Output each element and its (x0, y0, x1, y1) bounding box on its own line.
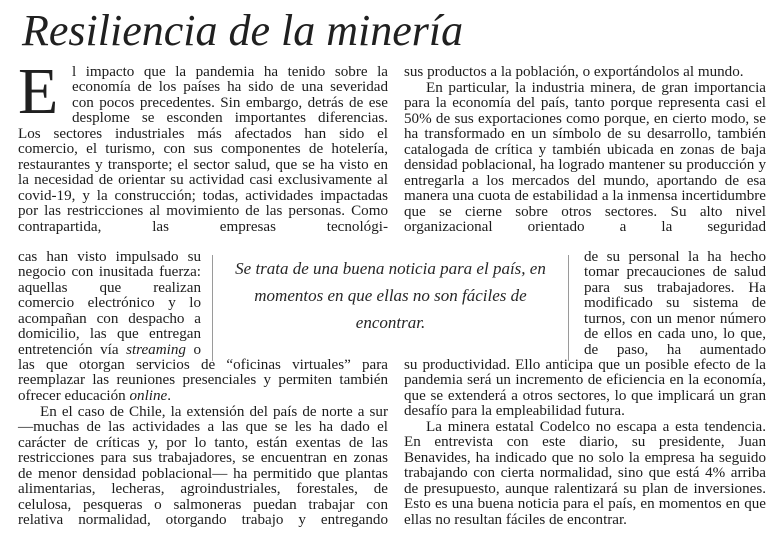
body-paragraph-3-start: sus productos a la población, o exportándolos al mundo. (404, 64, 744, 80)
body-paragraph-2: En el caso de Chile, la extensión del país de norte a sur —muchas de las actividades a las que se les ha dado el carácter de críticas y, por lo tanto, están exentas de las restricciones para sus trabajadores, se encuentran en zonas de menor densidad poblacional— ha permitido que plantas alimentarias, lecheras, agroindustriales, forestales, de celulosa, pesqueras o salmoneras puedan trabajar con relativa normalidad, otorgando trabajo y entregando (18, 404, 388, 529)
tail-period: . (167, 387, 171, 404)
body-paragraph-1-tail (18, 358, 388, 404)
streaming-term: streaming (126, 341, 186, 358)
body-paragraph-1: Los sectores industriales más afectados han sido el comercio, el turismo, con sus componentes de hotelería, restaurantes y transporte; el sector salud, que se ha visto en la necesidad de orientar su actividad casi exclusivamente al covid-19, y la construcción; todas, actividades impactadas por las restricciones al movimiento de las personas. Como contrapartida, las empresas tecnológi- (18, 126, 388, 235)
pull-quote (212, 255, 569, 361)
lead-paragraph: l impacto que la pandemia ha tenido sobre la economía de los países ha sido de una severidad con pocos precedentes. Sin embargo, detrás de ese desplome se esconden importantes diferencias. (72, 64, 388, 127)
drop-cap: E (18, 55, 59, 128)
body-paragraph-3-tail: su productividad. Ello anticipa que un posible efecto de la pandemia será un incremento de eficiencia en la economía, que se extenderá a otros sectores, lo que implicará un gran desafío para la empleabilidad futura. (404, 357, 766, 420)
wrap-text-end: o (193, 341, 201, 358)
online-term: online (129, 387, 168, 404)
wrap-text: cas han visto impulsado su negocio con inusitada fuerza: aquellas que realizan comercio electrónico y lo acompañan con despacho a domicilio, las que entregan entretención vía (18, 249, 201, 358)
body-paragraph-1-wrap (18, 250, 201, 358)
body-paragraph-3-wrap: de su personal la ha hecho tomar precauciones de salud para sus trabajadores. Ha modificado su sistema de turnos, con un menor número de ellos en cada uno, lo que, de paso, ha aumentado (584, 249, 766, 358)
tail-text: las que otorgan servicios de “oficinas virtuales” para reemplazar las reuniones presenciales y permiten también ofrecer educación (18, 357, 388, 404)
body-paragraph-3: En particular, la industria minera, de gran importancia para la economía del país, tanto porque representa casi el 50% de sus exportaciones como porque, en cierto modo, se ha transformado en un símbolo de su desarrollo, también catalogada de crítica y también ubicada en zonas de baja densidad poblacional, ha logrado mantener su producción y entregarla a los mercados del mundo, aportando de esa manera una cuota de estabilidad a la inmensa incertidumbre que se cierne sobre otros sectores. Su alto nivel organizacional orientado a la seguridad (404, 80, 766, 236)
headline: Resiliencia de la minería (22, 6, 464, 55)
body-paragraph-4: La minera estatal Codelco no escapa a esta tendencia. En entrevista con este diario, su presidente, Juan Benavides, ha indicado que no solo la empresa ha seguido trabajando con cierta normalidad, sino que está 4% arriba de presupuesto, aunque ralentizará su plan de inversiones. Esto es una buena noticia para el país, en momentos en que ellas no resultan fáciles de encontrar. (404, 419, 766, 528)
pull-quote-text: Se trata de una buena noticia para el país, en momentos en que ellas no son fáciles de encontrar. (235, 259, 546, 332)
